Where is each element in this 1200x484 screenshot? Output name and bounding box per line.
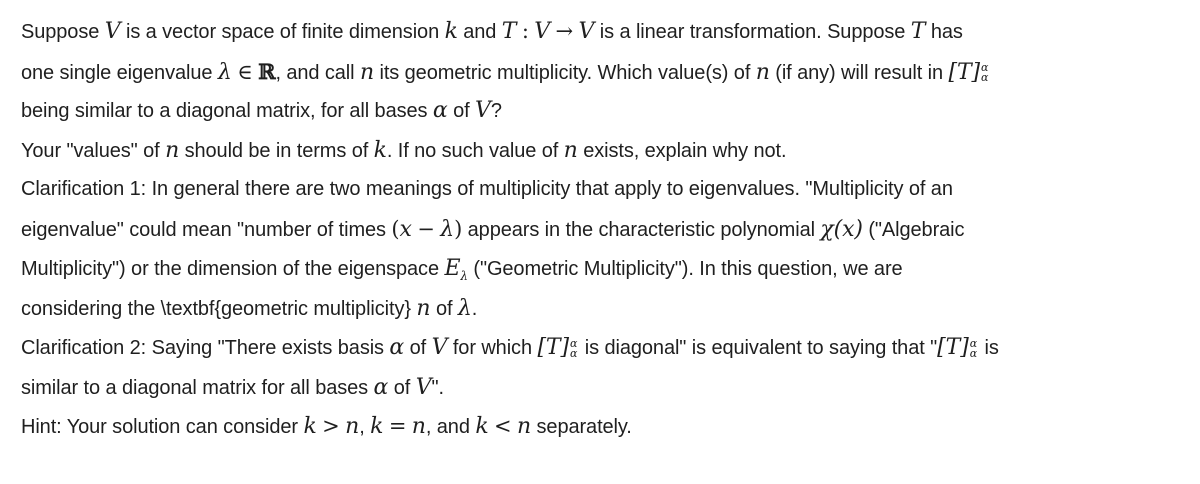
text: ".: [431, 376, 444, 399]
math-V: V: [475, 98, 491, 123]
math-V: V: [534, 19, 551, 44]
math-sub-sup-alpha: [981, 63, 988, 83]
text: ("Geometric Multiplicity"). In this question, we are: [467, 258, 903, 280]
text: is diagonal" is equivalent to saying that ": [579, 337, 938, 359]
text: considering the \textbf{geometric multiplicity}: [21, 297, 417, 320]
text: , and: [425, 416, 476, 438]
math-sub-sup-alpha: [569, 336, 578, 360]
math-alpha: α: [373, 374, 389, 400]
math-in: ∈: [237, 59, 253, 84]
math-V: V: [104, 19, 121, 44]
text: Hint: Your solution can consider: [21, 416, 304, 438]
text: should be in terms of: [179, 139, 374, 162]
math-k: k: [303, 414, 317, 439]
superscript-alpha: α: [569, 336, 578, 350]
text: for which: [447, 337, 538, 359]
text: ,: [359, 416, 371, 438]
math-chi: χ: [820, 216, 834, 242]
math-k: k: [475, 414, 489, 439]
math-lambda: λ: [440, 216, 455, 242]
math-k: k: [373, 137, 387, 163]
math-n: n: [411, 414, 426, 439]
math-eq: =: [388, 414, 407, 438]
line-3: [21, 91, 1191, 131]
line-1: [21, 12, 1191, 52]
math-subscript-lambda: λ: [460, 269, 468, 283]
line-9: [21, 328, 1191, 368]
math-n: n: [359, 59, 375, 85]
math-k: k: [370, 414, 384, 439]
math-V: V: [431, 335, 448, 360]
text: is a linear transformation. Suppose: [594, 21, 911, 43]
math-gt: >: [322, 414, 340, 438]
text: separately.: [531, 416, 632, 438]
math-n: n: [165, 137, 180, 163]
math-matrix-T: [T]: [937, 335, 969, 360]
line-11: [21, 407, 1191, 447]
text: (if any) will result in: [769, 61, 949, 84]
math-n: n: [516, 414, 532, 439]
text: one single eigenvalue: [21, 61, 218, 84]
text: ?: [490, 100, 502, 122]
text: . If no such value of: [386, 139, 564, 162]
math-T: T: [910, 19, 926, 44]
math-T: T: [501, 19, 517, 44]
text: of: [388, 376, 416, 399]
text: .: [471, 297, 478, 320]
text: of: [430, 297, 458, 320]
math-n: n: [345, 414, 360, 439]
text: eigenvalue" could mean "number of times: [21, 218, 392, 241]
text: being similar to a diagonal matrix, for all bases: [21, 100, 433, 122]
text: Clarification 2: Saying "There exists basis: [21, 337, 390, 359]
math-n: n: [416, 295, 431, 321]
text: Clarification 1: In general there are two meanings of multiplicity that apply to eigenvalues. "Multiplicity of an: [21, 178, 953, 200]
text: and: [457, 21, 502, 43]
math-sub-sup-alpha: [969, 336, 978, 360]
text: is a vector space of finite dimension: [120, 21, 445, 43]
line-8: [21, 289, 1191, 329]
math-paren-x: (x): [833, 216, 863, 242]
subscript-alpha: α: [969, 346, 978, 360]
math-colon: :: [521, 19, 529, 43]
text: is: [979, 337, 999, 359]
text: similar to a diagonal matrix for all bases: [21, 376, 374, 399]
math-V: V: [578, 19, 595, 44]
text: ("Algebraic: [862, 218, 965, 241]
math-n: n: [755, 59, 770, 85]
math-n: n: [563, 137, 578, 163]
superscript-alpha: α: [981, 61, 989, 75]
line-4: [21, 131, 1191, 171]
math-open-paren: (: [391, 216, 400, 241]
math-E: E: [444, 256, 461, 281]
text: appears in the characteristic polynomial: [462, 218, 821, 241]
subscript-alpha: α: [569, 346, 578, 360]
text: Suppose: [21, 21, 105, 43]
line-6: [21, 210, 1191, 250]
text: its geometric multiplicity. Which value(s) of: [374, 61, 756, 84]
text: of: [447, 100, 476, 122]
math-lt: <: [494, 414, 512, 438]
math-alpha: α: [389, 335, 405, 360]
text: Your "values" of: [21, 139, 166, 162]
text: , and call: [275, 61, 360, 84]
math-matrix-T: [T]: [948, 59, 981, 85]
text: has: [925, 21, 963, 43]
math-matrix-T: [T]: [537, 335, 569, 360]
text: Multiplicity") or the dimension of the eigenspace: [21, 258, 445, 280]
superscript-alpha: α: [969, 336, 978, 350]
math-close-paren: ): [454, 216, 463, 241]
math-k: k: [444, 19, 458, 44]
math-lambda: λ: [457, 295, 472, 321]
subscript-alpha: α: [981, 71, 989, 85]
math-lambda: λ: [217, 59, 232, 85]
math-minus: −: [417, 216, 435, 241]
math-reals: ℝ: [258, 58, 276, 84]
text: exists, explain why not.: [577, 139, 787, 162]
line-5: [21, 170, 1191, 210]
line-7: [21, 249, 1191, 289]
line-10: [21, 368, 1191, 408]
math-x: x: [399, 216, 412, 242]
line-2: [21, 52, 1191, 92]
problem-statement: [21, 12, 1191, 447]
math-V: V: [415, 374, 432, 400]
text: of: [404, 337, 432, 359]
math-arrow: →: [555, 19, 574, 43]
math-alpha: α: [432, 98, 448, 123]
